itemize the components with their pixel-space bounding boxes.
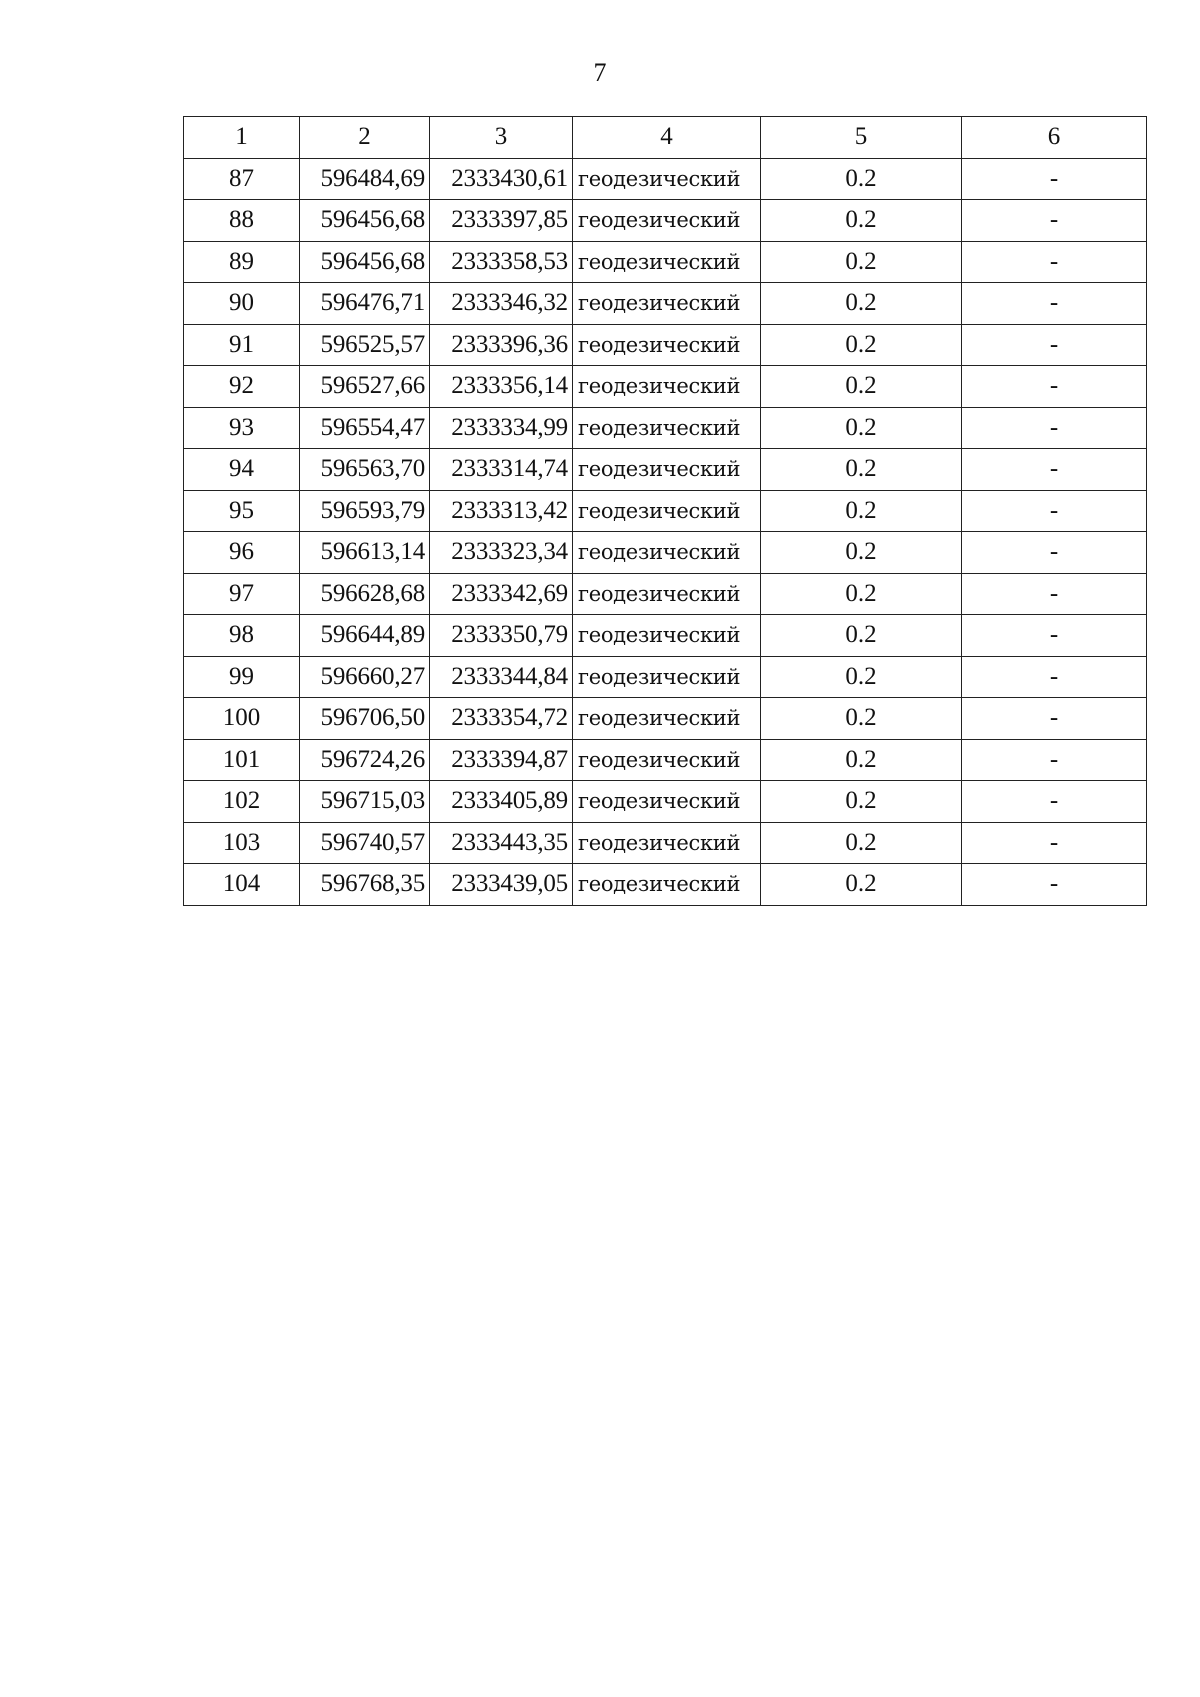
point-number-cell: 88 [184,200,300,242]
coordinates-table-container [183,116,1146,906]
point-number-cell: 87 [184,158,300,200]
point-number-cell: 90 [184,283,300,325]
note-cell: - [962,573,1147,615]
x-coordinate-cell: 596706,50 [300,698,430,740]
x-coordinate-cell: 596740,57 [300,822,430,864]
accuracy-cell: 0.2 [761,822,962,864]
table-row [184,573,1147,615]
column-header-3: 3 [430,117,573,159]
method-cell: геодезический [573,781,761,823]
x-coordinate-cell: 596768,35 [300,864,430,906]
y-coordinate-cell: 2333346,32 [430,283,573,325]
note-cell: - [962,698,1147,740]
accuracy-cell: 0.2 [761,324,962,366]
accuracy-cell: 0.2 [761,283,962,325]
table-row [184,200,1147,242]
column-header-2: 2 [300,117,430,159]
coordinates-table [183,116,1147,906]
note-cell: - [962,781,1147,823]
note-cell: - [962,324,1147,366]
method-cell: геодезический [573,407,761,449]
note-cell: - [962,283,1147,325]
method-cell: геодезический [573,573,761,615]
point-number-cell: 102 [184,781,300,823]
note-cell: - [962,739,1147,781]
y-coordinate-cell: 2333358,53 [430,241,573,283]
note-cell: - [962,822,1147,864]
point-number-cell: 91 [184,324,300,366]
point-number-cell: 95 [184,490,300,532]
note-cell: - [962,615,1147,657]
table-row [184,407,1147,449]
accuracy-cell: 0.2 [761,532,962,574]
column-header-4: 4 [573,117,761,159]
point-number-cell: 99 [184,656,300,698]
column-header-6: 6 [962,117,1147,159]
table-body [184,158,1147,905]
method-cell: геодезический [573,490,761,532]
y-coordinate-cell: 2333313,42 [430,490,573,532]
x-coordinate-cell: 596484,69 [300,158,430,200]
method-cell: геодезический [573,822,761,864]
point-number-cell: 96 [184,532,300,574]
table-header [184,117,1147,159]
note-cell: - [962,200,1147,242]
x-coordinate-cell: 596593,79 [300,490,430,532]
accuracy-cell: 0.2 [761,241,962,283]
y-coordinate-cell: 2333397,85 [430,200,573,242]
accuracy-cell: 0.2 [761,490,962,532]
note-cell: - [962,407,1147,449]
y-coordinate-cell: 2333354,72 [430,698,573,740]
table-row [184,283,1147,325]
note-cell: - [962,158,1147,200]
note-cell: - [962,656,1147,698]
y-coordinate-cell: 2333342,69 [430,573,573,615]
y-coordinate-cell: 2333344,84 [430,656,573,698]
table-row [184,698,1147,740]
y-coordinate-cell: 2333394,87 [430,739,573,781]
x-coordinate-cell: 596456,68 [300,241,430,283]
note-cell: - [962,864,1147,906]
y-coordinate-cell: 2333396,36 [430,324,573,366]
table-row [184,449,1147,491]
method-cell: геодезический [573,366,761,408]
accuracy-cell: 0.2 [761,739,962,781]
column-header-5: 5 [761,117,962,159]
point-number-cell: 89 [184,241,300,283]
table-header-row [184,117,1147,159]
y-coordinate-cell: 2333439,05 [430,864,573,906]
y-coordinate-cell: 2333323,34 [430,532,573,574]
table-row [184,324,1147,366]
accuracy-cell: 0.2 [761,449,962,491]
method-cell: геодезический [573,698,761,740]
x-coordinate-cell: 596525,57 [300,324,430,366]
page-number: 7 [593,58,607,87]
table-row [184,158,1147,200]
x-coordinate-cell: 596527,66 [300,366,430,408]
table-row [184,822,1147,864]
method-cell: геодезический [573,739,761,781]
accuracy-cell: 0.2 [761,158,962,200]
accuracy-cell: 0.2 [761,698,962,740]
note-cell: - [962,532,1147,574]
method-cell: геодезический [573,241,761,283]
x-coordinate-cell: 596563,70 [300,449,430,491]
point-number-cell: 100 [184,698,300,740]
accuracy-cell: 0.2 [761,615,962,657]
point-number-cell: 104 [184,864,300,906]
x-coordinate-cell: 596613,14 [300,532,430,574]
note-cell: - [962,449,1147,491]
method-cell: геодезический [573,656,761,698]
y-coordinate-cell: 2333314,74 [430,449,573,491]
table-row [184,615,1147,657]
point-number-cell: 93 [184,407,300,449]
table-row [184,366,1147,408]
note-cell: - [962,241,1147,283]
method-cell: геодезический [573,532,761,574]
y-coordinate-cell: 2333356,14 [430,366,573,408]
x-coordinate-cell: 596554,47 [300,407,430,449]
column-header-1: 1 [184,117,300,159]
y-coordinate-cell: 2333430,61 [430,158,573,200]
accuracy-cell: 0.2 [761,407,962,449]
table-row [184,864,1147,906]
method-cell: геодезический [573,615,761,657]
table-row [184,739,1147,781]
y-coordinate-cell: 2333405,89 [430,781,573,823]
y-coordinate-cell: 2333350,79 [430,615,573,657]
table-row [184,532,1147,574]
x-coordinate-cell: 596476,71 [300,283,430,325]
table-row [184,781,1147,823]
point-number-cell: 94 [184,449,300,491]
y-coordinate-cell: 2333443,35 [430,822,573,864]
method-cell: геодезический [573,324,761,366]
accuracy-cell: 0.2 [761,864,962,906]
point-number-cell: 101 [184,739,300,781]
accuracy-cell: 0.2 [761,656,962,698]
table-row [184,656,1147,698]
accuracy-cell: 0.2 [761,200,962,242]
note-cell: - [962,490,1147,532]
point-number-cell: 103 [184,822,300,864]
x-coordinate-cell: 596456,68 [300,200,430,242]
accuracy-cell: 0.2 [761,366,962,408]
x-coordinate-cell: 596715,03 [300,781,430,823]
x-coordinate-cell: 596644,89 [300,615,430,657]
accuracy-cell: 0.2 [761,781,962,823]
method-cell: геодезический [573,449,761,491]
y-coordinate-cell: 2333334,99 [430,407,573,449]
method-cell: геодезический [573,158,761,200]
method-cell: геодезический [573,283,761,325]
point-number-cell: 98 [184,615,300,657]
x-coordinate-cell: 596628,68 [300,573,430,615]
point-number-cell: 97 [184,573,300,615]
method-cell: геодезический [573,864,761,906]
accuracy-cell: 0.2 [761,573,962,615]
method-cell: геодезический [573,200,761,242]
note-cell: - [962,366,1147,408]
x-coordinate-cell: 596660,27 [300,656,430,698]
x-coordinate-cell: 596724,26 [300,739,430,781]
table-row [184,241,1147,283]
table-row [184,490,1147,532]
point-number-cell: 92 [184,366,300,408]
